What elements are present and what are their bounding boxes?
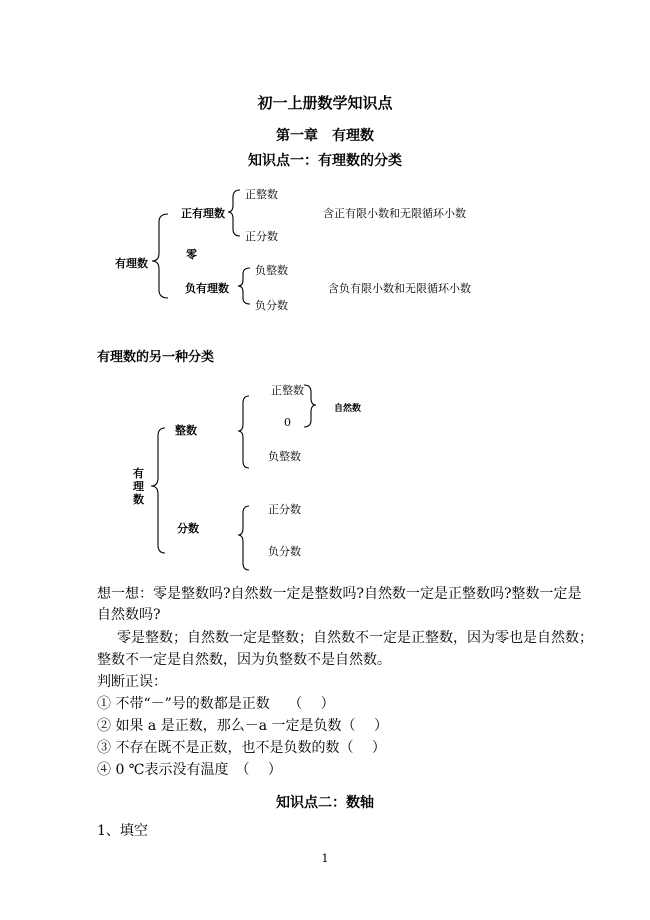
- diag2-pos-frac: 正分数: [268, 503, 301, 516]
- diag2-neg-int: 负整数: [268, 450, 301, 463]
- judge-item: ③ 不存在既不是正数，也不是负数的数（ ）: [97, 740, 386, 756]
- diag2-zero: 0: [284, 416, 291, 429]
- diag2-fraction-brace: [238, 506, 249, 570]
- diag2-root-char: 数: [133, 493, 144, 506]
- diag1-neg-int: 负整数: [255, 264, 288, 277]
- diag1-neg-note: 含负有限小数和无限循环小数: [328, 282, 471, 295]
- think-question-line-1: 想一想：零是整数吗?自然数一定是整数吗?自然数一定是正整数吗?整数一定是: [97, 586, 582, 602]
- knowledge-point-2-title: 知识点二：数轴: [276, 795, 374, 811]
- chapter-title: 第一章 有理数: [276, 128, 374, 144]
- diag1-zero-label: 零: [186, 248, 197, 261]
- judge-item: ④ 0 ℃表示没有温度 （ ）: [97, 762, 282, 778]
- diag1-positive-label: 正有理数: [181, 207, 225, 220]
- diag2-natural-label: 自然数: [334, 404, 362, 414]
- another-classification-title: 有理数的另一种分类: [97, 350, 215, 365]
- diag2-natural-brace: [304, 385, 316, 427]
- think-answer-line-2: 整数不一定是自然数，因为负整数不是自然数。: [97, 652, 391, 668]
- judge-heading: 判断正误：: [97, 674, 167, 690]
- think-answer-line-1: 零是整数；自然数一定是整数；自然数不一定是正整数，因为零也是自然数；: [117, 630, 593, 646]
- diag1-negative-label: 负有理数: [185, 282, 229, 295]
- diag2-integer-brace: [238, 396, 249, 468]
- diag1-pos-frac: 正分数: [245, 230, 278, 243]
- diag1-root-label: 有理数: [115, 257, 148, 270]
- diag2-neg-frac: 负分数: [268, 545, 301, 558]
- judge-item: ② 如果 a 是正数，那么－a 一定是负数（ ）: [97, 718, 388, 734]
- diag2-root-char: 理: [133, 480, 144, 493]
- diag2-root-char: 有: [133, 467, 144, 480]
- diag2-fraction-label: 分数: [177, 522, 199, 535]
- judge-item: ① 不带“－”号的数都是正数 （ ）: [97, 696, 335, 712]
- knowledge-point-1-title: 知识点一：有理数的分类: [248, 153, 402, 169]
- diag2-pos-int: 正整数: [271, 384, 304, 397]
- diag1-pos-int: 正整数: [245, 188, 278, 201]
- think-question-line-2: 自然数吗?: [97, 607, 161, 623]
- diag2-main-brace: [151, 428, 165, 553]
- page-title: 初一上册数学知识点: [257, 94, 393, 112]
- diag1-pos-note: 含正有限小数和无限循环小数: [323, 207, 466, 220]
- diag2-integer-label: 整数: [175, 424, 197, 437]
- page-number: 1: [321, 852, 329, 865]
- diag1-neg-frac: 负分数: [255, 299, 288, 312]
- fill-in-heading: 1、填空: [97, 823, 148, 839]
